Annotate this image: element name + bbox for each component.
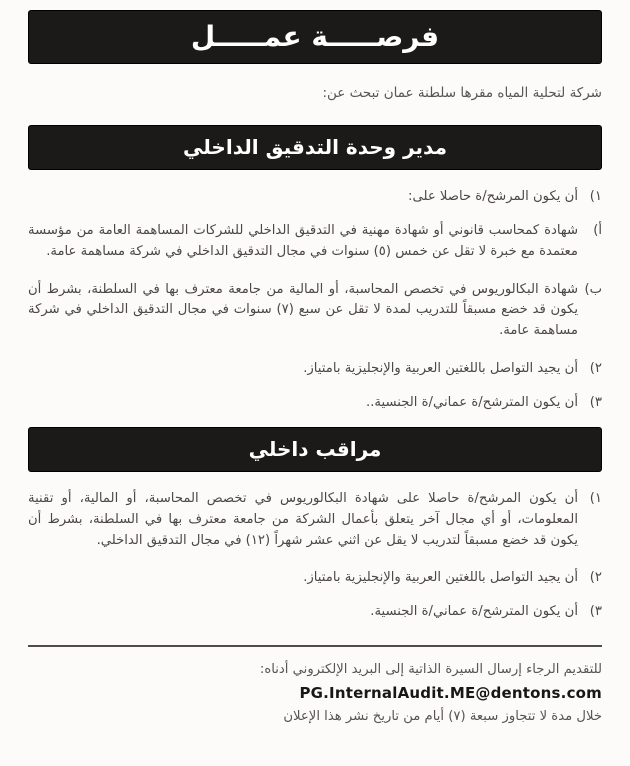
section-banner-audit-manager bbox=[28, 125, 602, 170]
list-item-text: أن يكون المرشح/ة حاصلا على شهادة البكالوريوس في تخصص المحاسبة، أو المالية، أو تقنية المعلومات، أو أي مجال آخر يتعلق بأعمال الشركة من جامعة معترف بها في السلطنة، بشرط أن يكون قد خضع مسبقاً لتدريب لا يقل عن اثني عشر شهراً (١٢) في مجال التدقيق الداخلي. bbox=[28, 490, 578, 548]
section-title: مدير وحدة التدقيق الداخلي bbox=[183, 135, 447, 159]
list-item bbox=[28, 393, 602, 414]
main-title: فرصـــــة عمـــــل bbox=[190, 20, 440, 53]
list-item-text: أن يجيد التواصل باللغتين العربية والإنجليزية بامتياز. bbox=[303, 570, 578, 586]
section-title: مراقب داخلي bbox=[248, 436, 382, 461]
list-item bbox=[28, 602, 602, 623]
requirements-list-audit-manager bbox=[28, 187, 602, 414]
list-item-text: أن يجيد التواصل باللغتين العربية والإنجليزية بامتياز. bbox=[303, 361, 578, 377]
list-item-marker: ١) bbox=[589, 490, 602, 506]
divider-line bbox=[28, 645, 602, 647]
list-item bbox=[28, 187, 602, 208]
list-item-text: أن يكون المترشح/ة عماني/ة الجنسية. bbox=[370, 604, 578, 620]
list-item-text: أن يكون المترشح/ة عماني/ة الجنسية.. bbox=[366, 395, 578, 411]
list-item-text: شهادة كمحاسب قانوني أو شهادة مهنية في التدقيق الداخلي للشركات المساهمة العامة من مؤسسة معتمدة مع خبرة لا تقل عن خمس (٥) سنوات في مجال التدقيق الداخلي في شركة مساهمة عامة. bbox=[28, 222, 578, 259]
requirements-list-internal-auditor bbox=[28, 489, 602, 623]
intro-text: شركة لتحلية المياه مقرها سلطنة عمان تبحث عن: bbox=[322, 85, 602, 101]
list-item-marker: أ) bbox=[593, 222, 602, 238]
list-item bbox=[28, 568, 602, 589]
list-item-marker: ١) bbox=[589, 189, 602, 204]
list-item-marker: ٢) bbox=[589, 361, 602, 377]
application-footer bbox=[28, 662, 602, 724]
list-item bbox=[28, 359, 602, 380]
list-item bbox=[28, 280, 602, 343]
list-item-text: أن يكون المرشح/ة حاصلا على: bbox=[408, 189, 578, 204]
deadline-note: خلال مدة لا تتجاوز سبعة (٧) أيام من تاريخ نشر هذا الإعلان bbox=[283, 709, 602, 725]
list-item bbox=[28, 221, 602, 263]
list-item-marker: ٢) bbox=[589, 570, 602, 586]
main-title-banner bbox=[28, 10, 602, 64]
section-banner-internal-auditor bbox=[28, 427, 602, 472]
list-item bbox=[28, 489, 602, 552]
application-email: PG.InternalAudit.ME@dentons.com bbox=[299, 684, 602, 703]
list-item-marker: ٣) bbox=[589, 395, 602, 411]
list-item-marker: ٣) bbox=[589, 604, 602, 620]
list-item-marker: ب) bbox=[584, 281, 602, 297]
apply-instruction: للتقديم الرجاء إرسال السيرة الذاتية إلى البريد الإلكتروني أدناه: bbox=[259, 662, 602, 678]
list-item-text: شهادة البكالوريوس في تخصص المحاسبة، أو المالية من جامعة معترف بها في السلطنة، بشرط أن يكون قد خضع مسبقاً للتدريب لمدة لا تقل عن سبع (٧) سنوات في مجال التدقيق الداخلي في شركة مساهمة عامة. bbox=[28, 281, 578, 339]
